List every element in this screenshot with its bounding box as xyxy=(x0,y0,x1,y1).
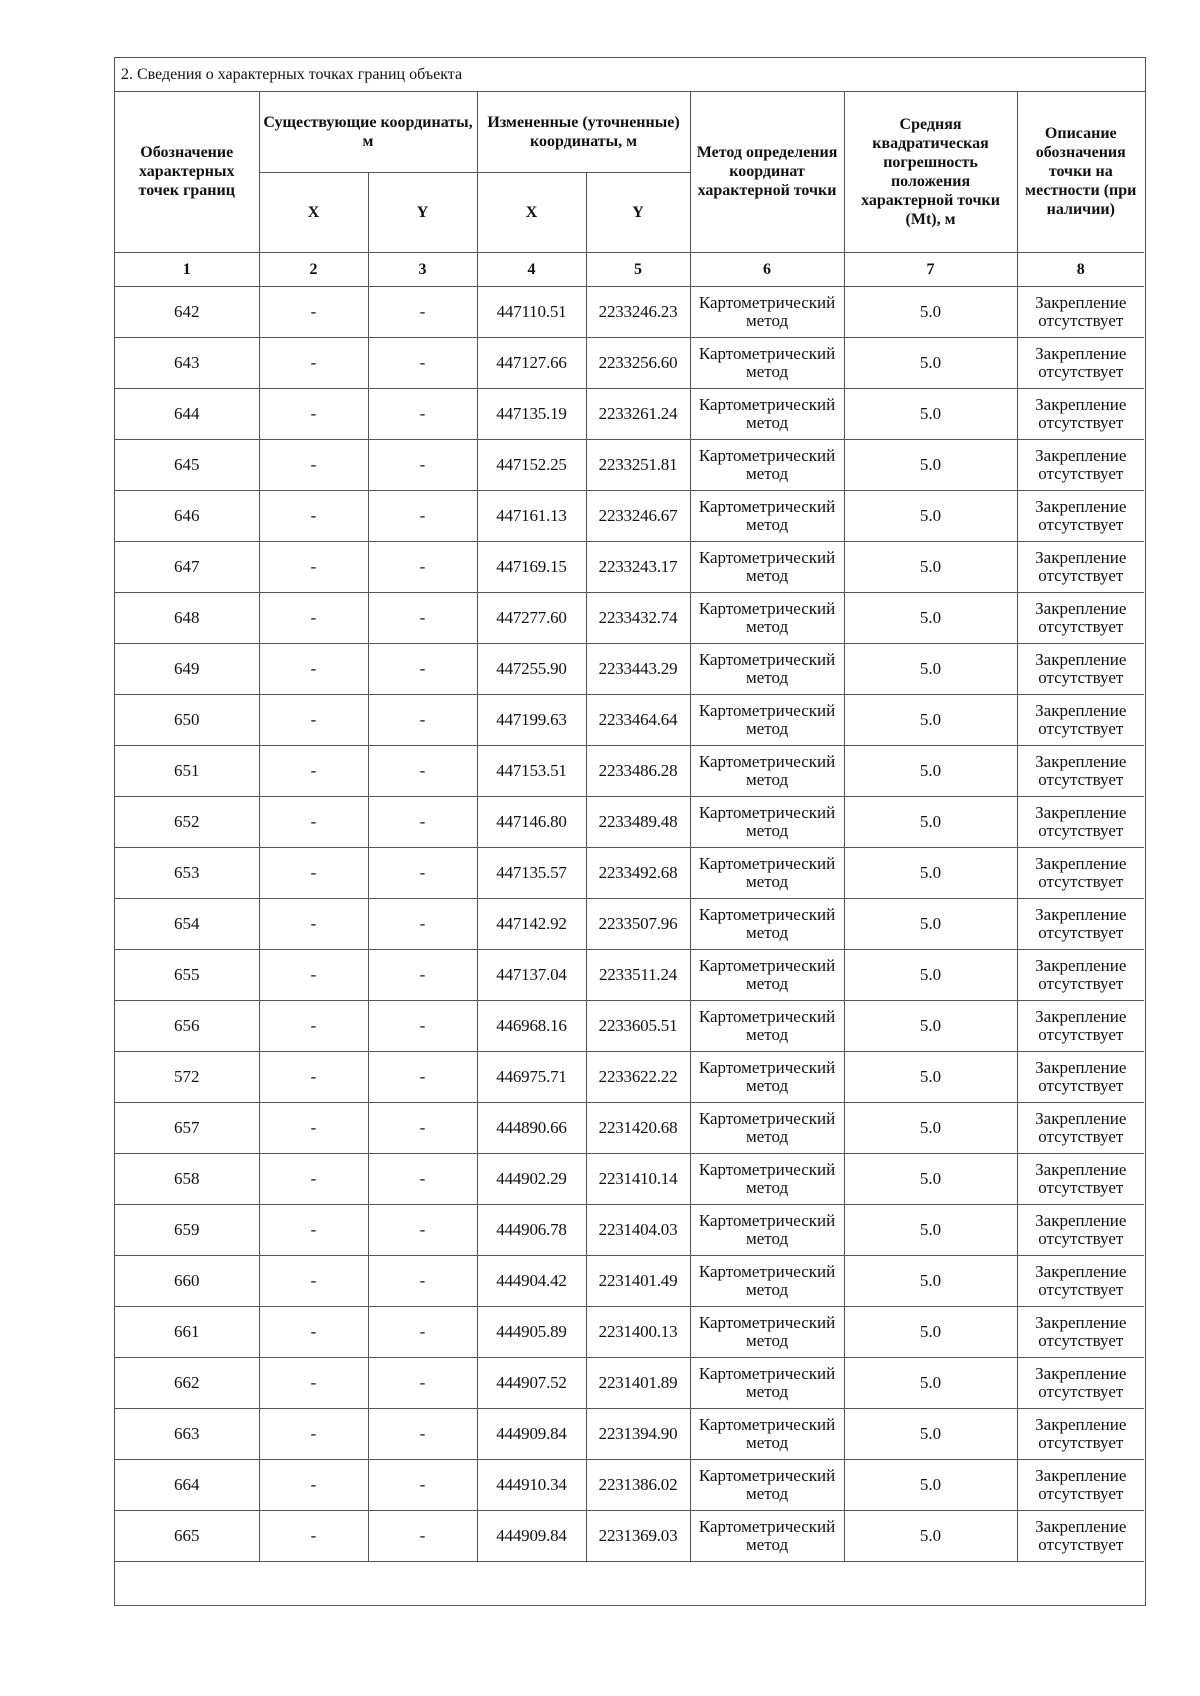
existing-y-cell: - xyxy=(368,1000,477,1051)
description-cell: Закрепление отсутствует xyxy=(1017,694,1144,745)
point-designation-cell: 645 xyxy=(115,439,259,490)
existing-y-cell: - xyxy=(368,1357,477,1408)
changed-x-cell: 447110.51 xyxy=(477,286,586,337)
table-row xyxy=(115,337,1144,388)
point-designation-cell: 660 xyxy=(115,1255,259,1306)
changed-y-cell: 2233464.64 xyxy=(586,694,690,745)
changed-y-cell: 2233261.24 xyxy=(586,388,690,439)
changed-x-cell: 447153.51 xyxy=(477,745,586,796)
column-number: 2 xyxy=(259,252,368,286)
method-cell: Картометрический метод xyxy=(690,337,844,388)
table-row xyxy=(115,1306,1144,1357)
table-row xyxy=(115,694,1144,745)
point-designation-cell: 663 xyxy=(115,1408,259,1459)
method-cell: Картометрический метод xyxy=(690,1255,844,1306)
description-cell: Закрепление отсутствует xyxy=(1017,1459,1144,1510)
method-cell: Картометрический метод xyxy=(690,592,844,643)
existing-y-cell: - xyxy=(368,592,477,643)
mean-error-cell: 5.0 xyxy=(844,490,1017,541)
changed-y-cell: 2231401.49 xyxy=(586,1255,690,1306)
mean-error-cell: 5.0 xyxy=(844,1357,1017,1408)
mean-error-cell: 5.0 xyxy=(844,439,1017,490)
changed-y-cell: 2233605.51 xyxy=(586,1000,690,1051)
column-number: 3 xyxy=(368,252,477,286)
description-cell: Закрепление отсутствует xyxy=(1017,1000,1144,1051)
table-row xyxy=(115,541,1144,592)
method-cell: Картометрический метод xyxy=(690,1459,844,1510)
changed-y-cell: 2233251.81 xyxy=(586,439,690,490)
table-row xyxy=(115,847,1144,898)
changed-x-cell: 447152.25 xyxy=(477,439,586,490)
description-cell: Закрепление отсутствует xyxy=(1017,1510,1144,1561)
existing-x-cell: - xyxy=(259,541,368,592)
point-designation-cell: 655 xyxy=(115,949,259,1000)
existing-y-cell: - xyxy=(368,490,477,541)
changed-x-cell: 447135.19 xyxy=(477,388,586,439)
existing-x-cell: - xyxy=(259,643,368,694)
point-designation-cell: 658 xyxy=(115,1153,259,1204)
description-cell: Закрепление отсутствует xyxy=(1017,1306,1144,1357)
method-cell: Картометрический метод xyxy=(690,847,844,898)
existing-y-cell: - xyxy=(368,1255,477,1306)
document-frame xyxy=(114,57,1146,1606)
method-cell: Картометрический метод xyxy=(690,388,844,439)
point-designation-cell: 648 xyxy=(115,592,259,643)
method-cell: Картометрический метод xyxy=(690,1408,844,1459)
header-point-designation: Обозначение характерных точек границ xyxy=(115,92,259,252)
header-existing-y: Y xyxy=(368,172,477,252)
table-row xyxy=(115,388,1144,439)
description-cell: Закрепление отсутствует xyxy=(1017,1051,1144,1102)
section-title: 2. Сведения о характерных точках границ объекта xyxy=(115,58,1145,92)
description-cell: Закрепление отсутствует xyxy=(1017,1357,1144,1408)
table-row xyxy=(115,1153,1144,1204)
point-designation-cell: 661 xyxy=(115,1306,259,1357)
header-method: Метод определения координат характерной точки xyxy=(690,92,844,252)
method-cell: Картометрический метод xyxy=(690,1510,844,1561)
description-cell: Закрепление отсутствует xyxy=(1017,1255,1144,1306)
existing-y-cell: - xyxy=(368,949,477,1000)
column-number: 7 xyxy=(844,252,1017,286)
existing-x-cell: - xyxy=(259,949,368,1000)
table-row xyxy=(115,949,1144,1000)
changed-x-cell: 447127.66 xyxy=(477,337,586,388)
point-designation-cell: 646 xyxy=(115,490,259,541)
point-designation-cell: 649 xyxy=(115,643,259,694)
changed-x-cell: 446975.71 xyxy=(477,1051,586,1102)
changed-x-cell: 447135.57 xyxy=(477,847,586,898)
table-row xyxy=(115,1255,1144,1306)
existing-x-cell: - xyxy=(259,1000,368,1051)
existing-y-cell: - xyxy=(368,439,477,490)
changed-y-cell: 2231369.03 xyxy=(586,1510,690,1561)
changed-x-cell: 446968.16 xyxy=(477,1000,586,1051)
point-designation-cell: 651 xyxy=(115,745,259,796)
changed-x-cell: 444890.66 xyxy=(477,1102,586,1153)
mean-error-cell: 5.0 xyxy=(844,745,1017,796)
changed-y-cell: 2233489.48 xyxy=(586,796,690,847)
point-designation-cell: 657 xyxy=(115,1102,259,1153)
existing-x-cell: - xyxy=(259,1306,368,1357)
existing-x-cell: - xyxy=(259,898,368,949)
mean-error-cell: 5.0 xyxy=(844,1000,1017,1051)
column-number: 5 xyxy=(586,252,690,286)
description-cell: Закрепление отсутствует xyxy=(1017,1102,1144,1153)
point-designation-cell: 656 xyxy=(115,1000,259,1051)
existing-y-cell: - xyxy=(368,1204,477,1255)
method-cell: Картометрический метод xyxy=(690,286,844,337)
changed-y-cell: 2233443.29 xyxy=(586,643,690,694)
mean-error-cell: 5.0 xyxy=(844,541,1017,592)
table-row xyxy=(115,286,1144,337)
changed-y-cell: 2233492.68 xyxy=(586,847,690,898)
existing-x-cell: - xyxy=(259,286,368,337)
boundary-points-table xyxy=(115,92,1144,1562)
existing-y-cell: - xyxy=(368,898,477,949)
point-designation-cell: 647 xyxy=(115,541,259,592)
mean-error-cell: 5.0 xyxy=(844,643,1017,694)
mean-error-cell: 5.0 xyxy=(844,1459,1017,1510)
existing-y-cell: - xyxy=(368,1102,477,1153)
changed-y-cell: 2233486.28 xyxy=(586,745,690,796)
column-number: 4 xyxy=(477,252,586,286)
description-cell: Закрепление отсутствует xyxy=(1017,745,1144,796)
description-cell: Закрепление отсутствует xyxy=(1017,490,1144,541)
column-number: 6 xyxy=(690,252,844,286)
mean-error-cell: 5.0 xyxy=(844,1051,1017,1102)
method-cell: Картометрический метод xyxy=(690,1153,844,1204)
existing-y-cell: - xyxy=(368,337,477,388)
changed-y-cell: 2233243.17 xyxy=(586,541,690,592)
mean-error-cell: 5.0 xyxy=(844,847,1017,898)
existing-y-cell: - xyxy=(368,1408,477,1459)
table-row xyxy=(115,643,1144,694)
changed-y-cell: 2233622.22 xyxy=(586,1051,690,1102)
point-designation-cell: 572 xyxy=(115,1051,259,1102)
description-cell: Закрепление отсутствует xyxy=(1017,286,1144,337)
column-number: 8 xyxy=(1017,252,1144,286)
point-designation-cell: 662 xyxy=(115,1357,259,1408)
changed-x-cell: 447146.80 xyxy=(477,796,586,847)
mean-error-cell: 5.0 xyxy=(844,1306,1017,1357)
changed-y-cell: 2233511.24 xyxy=(586,949,690,1000)
table-row xyxy=(115,439,1144,490)
description-cell: Закрепление отсутствует xyxy=(1017,592,1144,643)
header-changed-coordinates: Измененные (уточненные) координаты, м xyxy=(477,92,690,172)
description-cell: Закрепление отсутствует xyxy=(1017,1153,1144,1204)
description-cell: Закрепление отсутствует xyxy=(1017,1204,1144,1255)
method-cell: Картометрический метод xyxy=(690,490,844,541)
existing-x-cell: - xyxy=(259,1408,368,1459)
changed-y-cell: 2231394.90 xyxy=(586,1408,690,1459)
changed-x-cell: 447137.04 xyxy=(477,949,586,1000)
method-cell: Картометрический метод xyxy=(690,796,844,847)
mean-error-cell: 5.0 xyxy=(844,694,1017,745)
mean-error-cell: 5.0 xyxy=(844,337,1017,388)
table-row xyxy=(115,1510,1144,1561)
method-cell: Картометрический метод xyxy=(690,1102,844,1153)
changed-x-cell: 444904.42 xyxy=(477,1255,586,1306)
existing-x-cell: - xyxy=(259,490,368,541)
changed-x-cell: 447277.60 xyxy=(477,592,586,643)
changed-y-cell: 2231404.03 xyxy=(586,1204,690,1255)
changed-x-cell: 444910.34 xyxy=(477,1459,586,1510)
column-number: 1 xyxy=(115,252,259,286)
header-existing-x: X xyxy=(259,172,368,252)
method-cell: Картометрический метод xyxy=(690,1051,844,1102)
table-row xyxy=(115,1102,1144,1153)
method-cell: Картометрический метод xyxy=(690,643,844,694)
existing-x-cell: - xyxy=(259,1510,368,1561)
mean-error-cell: 5.0 xyxy=(844,388,1017,439)
mean-error-cell: 5.0 xyxy=(844,796,1017,847)
existing-x-cell: - xyxy=(259,337,368,388)
table-row xyxy=(115,490,1144,541)
header-description: Описание обозначения точки на местности (при наличии) xyxy=(1017,92,1144,252)
changed-x-cell: 444906.78 xyxy=(477,1204,586,1255)
point-designation-cell: 659 xyxy=(115,1204,259,1255)
table-row xyxy=(115,898,1144,949)
existing-y-cell: - xyxy=(368,388,477,439)
existing-y-cell: - xyxy=(368,286,477,337)
existing-x-cell: - xyxy=(259,1204,368,1255)
mean-error-cell: 5.0 xyxy=(844,1153,1017,1204)
description-cell: Закрепление отсутствует xyxy=(1017,643,1144,694)
changed-y-cell: 2231420.68 xyxy=(586,1102,690,1153)
header-changed-x: X xyxy=(477,172,586,252)
method-cell: Картометрический метод xyxy=(690,694,844,745)
method-cell: Картометрический метод xyxy=(690,1306,844,1357)
changed-x-cell: 444909.84 xyxy=(477,1408,586,1459)
method-cell: Картометрический метод xyxy=(690,1000,844,1051)
point-designation-cell: 643 xyxy=(115,337,259,388)
existing-x-cell: - xyxy=(259,1459,368,1510)
point-designation-cell: 644 xyxy=(115,388,259,439)
table-row xyxy=(115,1408,1144,1459)
description-cell: Закрепление отсутствует xyxy=(1017,337,1144,388)
changed-x-cell: 447161.13 xyxy=(477,490,586,541)
changed-y-cell: 2231386.02 xyxy=(586,1459,690,1510)
existing-x-cell: - xyxy=(259,796,368,847)
existing-x-cell: - xyxy=(259,694,368,745)
existing-x-cell: - xyxy=(259,1102,368,1153)
method-cell: Картометрический метод xyxy=(690,541,844,592)
mean-error-cell: 5.0 xyxy=(844,1102,1017,1153)
existing-x-cell: - xyxy=(259,592,368,643)
changed-y-cell: 2231400.13 xyxy=(586,1306,690,1357)
changed-y-cell: 2231410.14 xyxy=(586,1153,690,1204)
existing-y-cell: - xyxy=(368,1051,477,1102)
mean-error-cell: 5.0 xyxy=(844,286,1017,337)
changed-x-cell: 444902.29 xyxy=(477,1153,586,1204)
existing-x-cell: - xyxy=(259,745,368,796)
existing-y-cell: - xyxy=(368,643,477,694)
existing-x-cell: - xyxy=(259,1357,368,1408)
existing-y-cell: - xyxy=(368,694,477,745)
table-row xyxy=(115,1051,1144,1102)
table-row xyxy=(115,796,1144,847)
description-cell: Закрепление отсутствует xyxy=(1017,898,1144,949)
existing-y-cell: - xyxy=(368,847,477,898)
table-row xyxy=(115,1459,1144,1510)
method-cell: Картометрический метод xyxy=(690,439,844,490)
description-cell: Закрепление отсутствует xyxy=(1017,388,1144,439)
method-cell: Картометрический метод xyxy=(690,898,844,949)
mean-error-cell: 5.0 xyxy=(844,898,1017,949)
changed-y-cell: 2231401.89 xyxy=(586,1357,690,1408)
column-numbers-row xyxy=(115,252,1144,286)
point-designation-cell: 650 xyxy=(115,694,259,745)
point-designation-cell: 653 xyxy=(115,847,259,898)
mean-error-cell: 5.0 xyxy=(844,592,1017,643)
description-cell: Закрепление отсутствует xyxy=(1017,796,1144,847)
table-row xyxy=(115,745,1144,796)
point-designation-cell: 664 xyxy=(115,1459,259,1510)
description-cell: Закрепление отсутствует xyxy=(1017,949,1144,1000)
point-designation-cell: 652 xyxy=(115,796,259,847)
changed-x-cell: 444909.84 xyxy=(477,1510,586,1561)
changed-x-cell: 447199.63 xyxy=(477,694,586,745)
table-row xyxy=(115,1204,1144,1255)
changed-y-cell: 2233246.23 xyxy=(586,286,690,337)
existing-x-cell: - xyxy=(259,1153,368,1204)
existing-y-cell: - xyxy=(368,796,477,847)
changed-x-cell: 447169.15 xyxy=(477,541,586,592)
mean-error-cell: 5.0 xyxy=(844,1510,1017,1561)
existing-x-cell: - xyxy=(259,439,368,490)
mean-error-cell: 5.0 xyxy=(844,1255,1017,1306)
existing-x-cell: - xyxy=(259,847,368,898)
method-cell: Картометрический метод xyxy=(690,745,844,796)
table-row xyxy=(115,1000,1144,1051)
changed-y-cell: 2233256.60 xyxy=(586,337,690,388)
table-row xyxy=(115,592,1144,643)
point-designation-cell: 654 xyxy=(115,898,259,949)
changed-y-cell: 2233507.96 xyxy=(586,898,690,949)
description-cell: Закрепление отсутствует xyxy=(1017,541,1144,592)
changed-x-cell: 444907.52 xyxy=(477,1357,586,1408)
existing-y-cell: - xyxy=(368,745,477,796)
existing-x-cell: - xyxy=(259,388,368,439)
mean-error-cell: 5.0 xyxy=(844,1204,1017,1255)
method-cell: Картометрический метод xyxy=(690,1204,844,1255)
header-changed-y: Y xyxy=(586,172,690,252)
changed-x-cell: 447255.90 xyxy=(477,643,586,694)
existing-y-cell: - xyxy=(368,1153,477,1204)
existing-y-cell: - xyxy=(368,541,477,592)
changed-x-cell: 444905.89 xyxy=(477,1306,586,1357)
point-designation-cell: 642 xyxy=(115,286,259,337)
point-designation-cell: 665 xyxy=(115,1510,259,1561)
existing-y-cell: - xyxy=(368,1306,477,1357)
method-cell: Картометрический метод xyxy=(690,949,844,1000)
changed-y-cell: 2233432.74 xyxy=(586,592,690,643)
existing-x-cell: - xyxy=(259,1051,368,1102)
mean-error-cell: 5.0 xyxy=(844,949,1017,1000)
mean-error-cell: 5.0 xyxy=(844,1408,1017,1459)
changed-x-cell: 447142.92 xyxy=(477,898,586,949)
method-cell: Картометрический метод xyxy=(690,1357,844,1408)
existing-x-cell: - xyxy=(259,1255,368,1306)
table-row xyxy=(115,1357,1144,1408)
header-existing-coordinates: Существующие координаты, м xyxy=(259,92,477,172)
description-cell: Закрепление отсутствует xyxy=(1017,439,1144,490)
existing-y-cell: - xyxy=(368,1459,477,1510)
description-cell: Закрепление отсутствует xyxy=(1017,847,1144,898)
table-body xyxy=(115,286,1144,1561)
changed-y-cell: 2233246.67 xyxy=(586,490,690,541)
header-mean-error: Средняя квадратическая погрешность положения характерной точки (Mt), м xyxy=(844,92,1017,252)
description-cell: Закрепление отсутствует xyxy=(1017,1408,1144,1459)
existing-y-cell: - xyxy=(368,1510,477,1561)
